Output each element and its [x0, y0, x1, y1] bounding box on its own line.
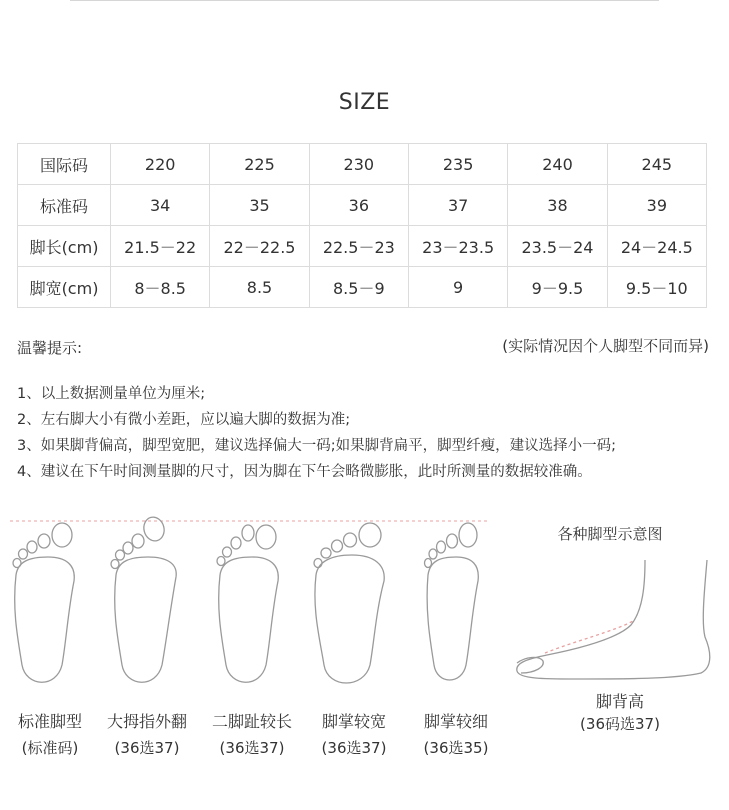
list-item: 2、左右脚大小有微小差距，应以遍大脚的数据为准; [17, 412, 351, 428]
table-cell: 225 [210, 144, 309, 185]
table-cell: 38 [508, 185, 607, 226]
table-cell: 21.5－22 [111, 226, 210, 267]
table-row [18, 226, 707, 267]
foot-type-label: 大拇指外翻 [106, 712, 187, 731]
size-table [17, 143, 707, 308]
table-cell: 37 [408, 185, 507, 226]
foot-types-section [0, 505, 729, 810]
row-label: 国际码 [18, 144, 111, 185]
foot-type-label: 脚掌较细 [423, 712, 488, 731]
table-cell: 34 [111, 185, 210, 226]
table-cell: 36 [309, 185, 408, 226]
row-label: 脚宽(cm) [18, 267, 111, 308]
table-cell: 8.5－9 [309, 267, 408, 308]
table-cell: 8－8.5 [111, 267, 210, 308]
wide-foot-icon [310, 515, 390, 695]
foot-type-label: 二脚趾较长 [211, 712, 292, 731]
tips-disclaimer: (实际情况因个人脚型不同而异) [502, 337, 709, 355]
list-item: 3、如果脚背偏高，脚型宽肥，建议选择偏大一码;如果脚背扁平，脚型纤瘦，建议选择小一码; [17, 438, 616, 454]
page-title: SIZE [338, 90, 391, 115]
high-instep-foot-icon [505, 555, 720, 685]
table-cell: 240 [508, 144, 607, 185]
row-label: 标准码 [18, 185, 111, 226]
diagram-title: 各种脚型示意图 [557, 525, 663, 543]
table-cell: 22－22.5 [210, 226, 309, 267]
arch-label: 脚背高 [595, 692, 644, 711]
table-cell: 23.5－24 [508, 226, 607, 267]
table-cell: 235 [408, 144, 507, 185]
list-item: 1、以上数据测量单位为厘米; [17, 386, 206, 402]
table-row [18, 267, 707, 308]
table-row [18, 185, 707, 226]
table-cell: 39 [607, 185, 706, 226]
foot-type-size-tip: (36选37) [321, 739, 387, 757]
tips-list [17, 381, 616, 485]
long-second-toe-foot-icon [212, 515, 286, 695]
foot-type-size-tip: (36选35) [423, 739, 489, 757]
foot-type-size-tip: (36选37) [219, 739, 285, 757]
top-divider [70, 0, 659, 1]
table-cell: 23－23.5 [408, 226, 507, 267]
list-item: 4、建议在下午时间测量脚的尺寸，因为脚在下午会略微膨胀，此时所测量的数据较准确。 [17, 464, 592, 480]
foot-type-label: 标准脚型 [17, 712, 82, 731]
table-row [18, 144, 707, 185]
arch-size-tip: (36码选37) [580, 715, 660, 733]
foot-type-size-tip: (36选37) [114, 739, 180, 757]
table-cell: 9.5－10 [607, 267, 706, 308]
table-cell: 220 [111, 144, 210, 185]
narrow-foot-icon [418, 515, 488, 695]
table-cell: 24－24.5 [607, 226, 706, 267]
foot-type-label: 脚掌较宽 [321, 712, 386, 731]
bunion-foot-icon [108, 515, 182, 695]
table-cell: 22.5－23 [309, 226, 408, 267]
table-cell: 230 [309, 144, 408, 185]
foot-type-size-tip: (标准码) [21, 739, 79, 757]
table-cell: 9 [408, 267, 507, 308]
table-cell: 8.5 [210, 267, 309, 308]
table-cell: 35 [210, 185, 309, 226]
row-label: 脚长(cm) [18, 226, 111, 267]
table-cell: 245 [607, 144, 706, 185]
tips-heading: 温馨提示: [17, 339, 83, 357]
standard-foot-icon [8, 515, 82, 695]
table-cell: 9－9.5 [508, 267, 607, 308]
